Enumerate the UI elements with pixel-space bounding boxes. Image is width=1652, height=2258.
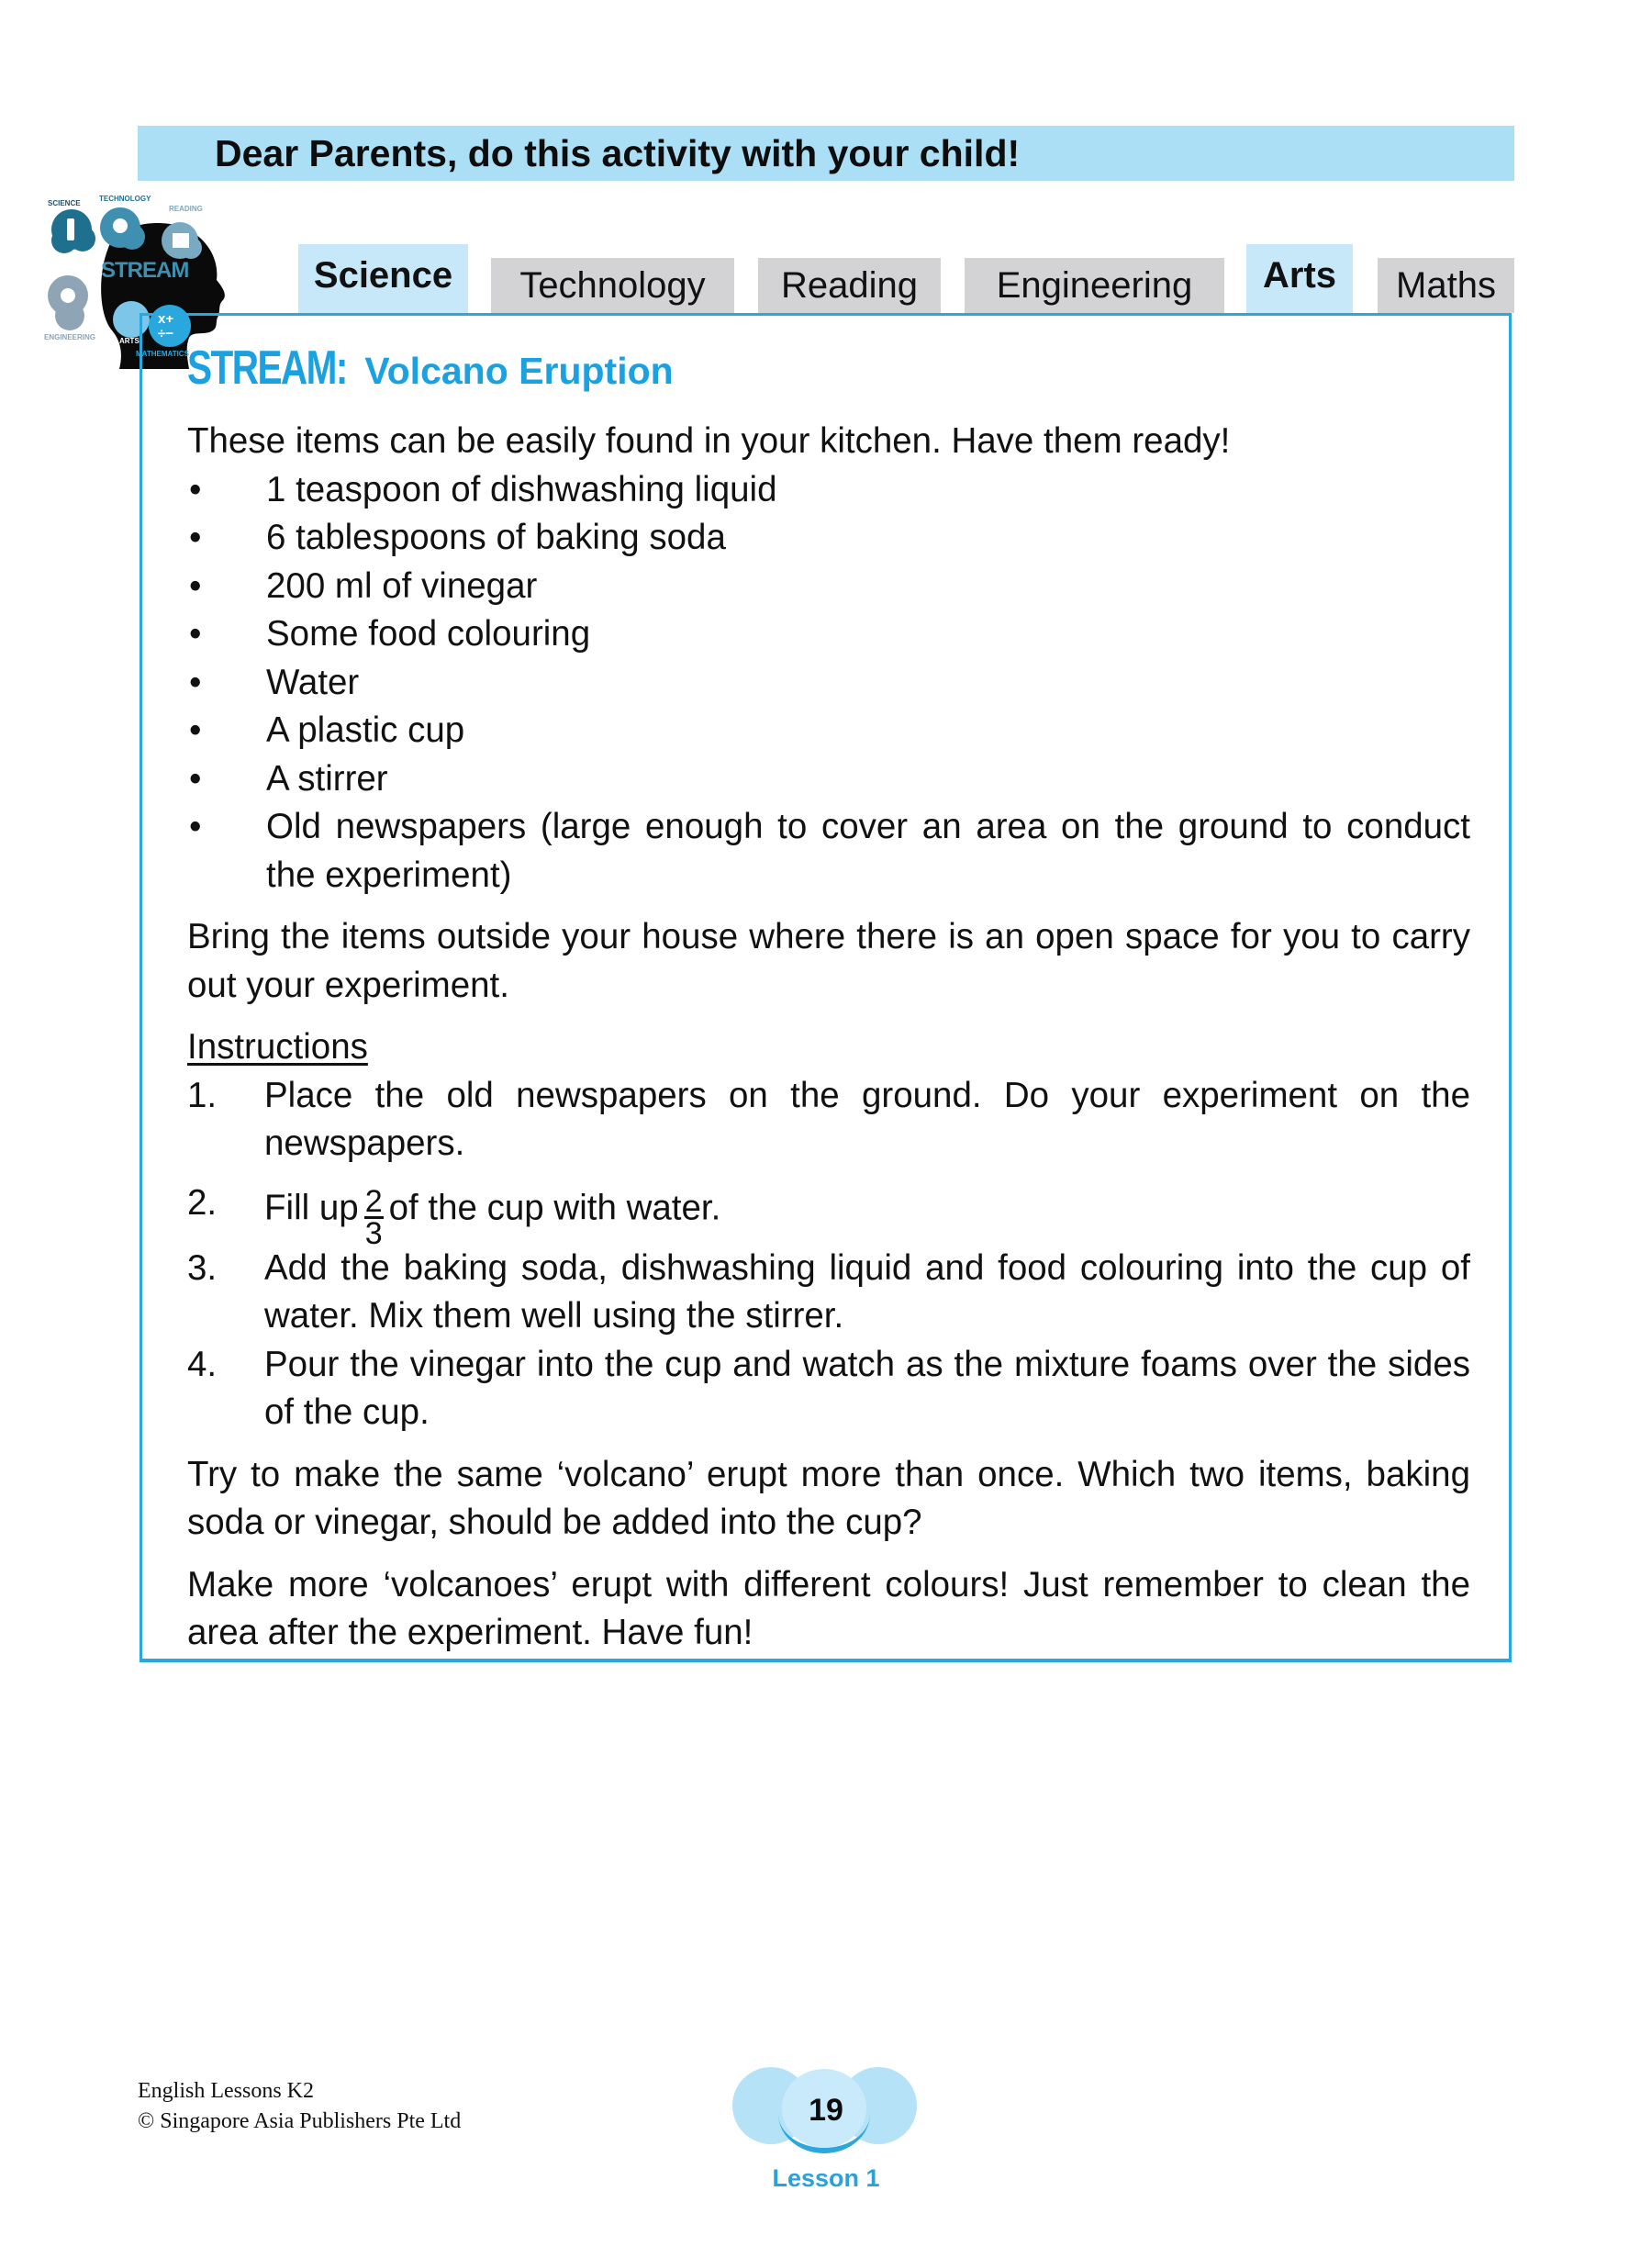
tab-arts[interactable]: Arts	[1246, 244, 1353, 313]
intro-text: These items can be easily found in your kitchen. Have them ready!	[187, 421, 1231, 461]
title-text: Volcano Eruption	[364, 350, 674, 392]
instruction-step: 1. Place the old newspapers on the ground. Do your experiment on the newspapers.	[187, 1072, 1470, 1168]
tab-technology[interactable]: Technology	[491, 258, 734, 313]
instruction-step: 4. Pour the vinegar into the cup and watch as the mixture foams over the sides of the cup.	[187, 1341, 1470, 1437]
fraction-two-thirds: $\frac{2}{3}$	[364, 1183, 383, 1251]
bullet-icon: •	[189, 518, 202, 557]
title-prefix: STREAM:	[187, 341, 347, 395]
material-item: • A plastic cup	[187, 707, 1470, 755]
svg-text:ARTS: ARTS	[119, 337, 140, 345]
banner-text: Dear Parents, do this activity with your child!	[215, 132, 1021, 174]
footer	[138, 2076, 461, 2137]
parents-banner	[138, 126, 1514, 181]
material-item: • 1 teaspoon of dishwashing liquid	[187, 466, 1470, 515]
copyright: © Singapore Asia Publishers Pte Ltd	[138, 2109, 462, 2133]
tab-reading[interactable]: Reading	[758, 258, 941, 313]
bullet-icon: •	[189, 662, 202, 702]
activity-title	[187, 341, 674, 403]
book-title: English Lessons K2	[138, 2079, 314, 2103]
svg-text:x+: x+	[158, 311, 174, 327]
activity-content	[187, 418, 1470, 1658]
tab-engineering[interactable]: Engineering	[965, 258, 1224, 313]
lesson-label: Lesson 1	[772, 2164, 880, 2192]
step-number: 3.	[187, 1247, 218, 1288]
instructions-heading: Instructions	[187, 1027, 368, 1067]
closing-text: Make more ‘volcanoes’ erupt with different colours! Just remember to clean the area after the experiment. Have fun!	[187, 1564, 1470, 1652]
material-item: • Old newspapers (large enough to cover an area on the ground to conduct the experiment)	[187, 803, 1470, 900]
step-number: 2.	[187, 1182, 218, 1223]
svg-text:ENGINEERING: ENGINEERING	[44, 333, 96, 341]
bullet-icon: •	[189, 710, 202, 750]
material-item: • Some food colouring	[187, 610, 1470, 659]
instruction-step: 3. Add the baking soda, dishwashing liquid and food colouring into the cup of water. Mix them well using the stirrer.	[187, 1245, 1470, 1341]
step-number: 4.	[187, 1344, 218, 1384]
material-item: • 6 tablespoons of baking soda	[187, 514, 1470, 563]
bullet-icon: •	[189, 807, 202, 846]
question-text: Try to make the same ‘volcano’ erupt more than once. Which two items, baking soda or vinegar, should be added into the cup?	[187, 1454, 1470, 1542]
svg-text:STREAM: STREAM	[101, 258, 189, 283]
svg-text:TECHNOLOGY: TECHNOLOGY	[99, 195, 151, 203]
step-number: 1.	[187, 1075, 218, 1115]
material-item: • A stirrer	[187, 755, 1470, 804]
tab-maths[interactable]: Maths	[1378, 258, 1514, 313]
svg-text:SCIENCE: SCIENCE	[48, 199, 81, 207]
outdoor-note: Bring the items outside your house where there is an open space for you to carry out your experiment.	[187, 917, 1470, 1005]
bullet-icon: •	[189, 614, 202, 654]
bullet-icon: •	[189, 469, 202, 509]
bullet-icon: •	[189, 758, 202, 799]
svg-text:÷−: ÷−	[158, 326, 173, 341]
svg-text:MATHEMATICS: MATHEMATICS	[136, 350, 189, 358]
instruction-step: 2. Fill up $\frac{2}{3}$ of the cup with water.	[187, 1179, 1470, 1241]
page-number: 19	[809, 2093, 843, 2128]
svg-text:READING: READING	[169, 205, 203, 213]
page-badge	[730, 2065, 922, 2212]
material-item: • 200 ml of vinegar	[187, 563, 1470, 611]
tab-science[interactable]: Science	[298, 244, 468, 313]
bullet-icon: •	[189, 565, 202, 606]
material-item: • Water	[187, 659, 1470, 708]
